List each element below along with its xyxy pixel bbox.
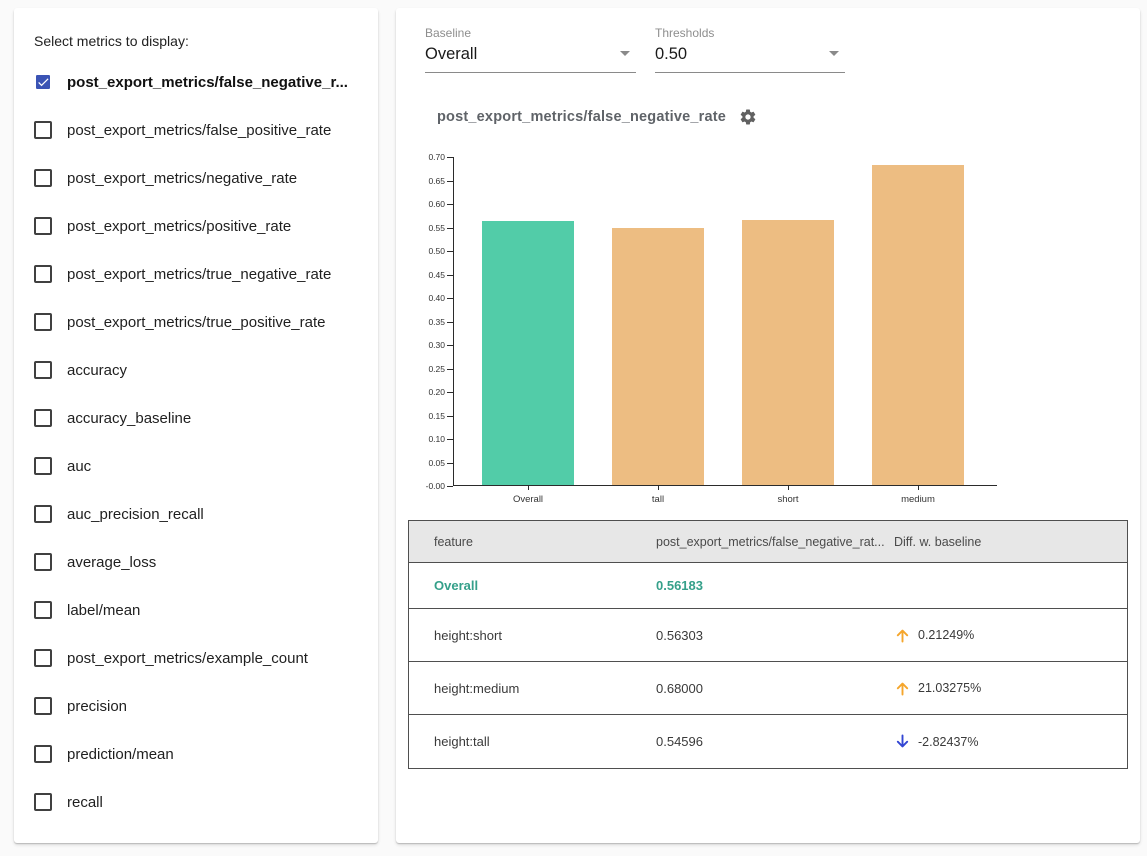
thresholds-select[interactable] xyxy=(655,26,845,73)
checkbox-unchecked-icon[interactable] xyxy=(34,313,52,331)
metric-checkbox-item[interactable] xyxy=(34,58,360,106)
metric-label: auc xyxy=(67,457,92,475)
x-axis-tick xyxy=(658,486,659,490)
y-axis-tick xyxy=(447,439,453,440)
checkbox-unchecked-icon[interactable] xyxy=(34,649,52,667)
sidebar-title: Select metrics to display: xyxy=(34,33,189,49)
metric-checkbox-item[interactable] xyxy=(34,250,360,298)
metric-label: post_export_metrics/false_positive_rate xyxy=(67,121,332,139)
metric-value-cell: 0.68000 xyxy=(656,680,703,696)
table-body xyxy=(409,563,1127,768)
y-axis-tick xyxy=(447,275,453,276)
metric-label: accuracy_baseline xyxy=(67,409,192,427)
thresholds-label: Thresholds xyxy=(655,26,715,40)
checkbox-unchecked-icon[interactable] xyxy=(34,169,52,187)
checkbox-unchecked-icon[interactable] xyxy=(34,505,52,523)
y-axis-tick xyxy=(447,298,453,299)
metric-checkbox-item[interactable] xyxy=(34,778,360,826)
metric-label: label/mean xyxy=(67,601,141,619)
checkbox-unchecked-icon[interactable] xyxy=(34,457,52,475)
y-axis-tick-label: 0.40 xyxy=(428,293,445,303)
metric-label: post_export_metrics/negative_rate xyxy=(67,169,298,187)
metric-label: precision xyxy=(67,697,128,715)
baseline-label: Baseline xyxy=(425,26,472,40)
metric-checkbox-item[interactable] xyxy=(34,442,360,490)
checkbox-unchecked-icon[interactable] xyxy=(34,265,52,283)
y-axis-tick-label: 0.35 xyxy=(428,316,445,327)
x-axis-tick xyxy=(918,486,919,490)
y-axis-tick xyxy=(447,463,453,464)
metric-checkbox-item[interactable] xyxy=(34,730,360,778)
x-axis-tick-label: Overall xyxy=(512,494,544,505)
y-axis-tick-label: -0.00 xyxy=(425,481,445,491)
metric-label: post_export_metrics/example_count xyxy=(67,649,308,667)
diff-cell xyxy=(894,733,1127,750)
y-axis-tick-label: 0.30 xyxy=(428,340,445,350)
y-axis-tick xyxy=(447,228,453,229)
checkbox-unchecked-icon[interactable] xyxy=(34,697,52,715)
checkbox-checked-icon[interactable] xyxy=(34,73,52,91)
y-axis-tick-label: 0.45 xyxy=(428,269,445,280)
metric-value-cell: 0.56303 xyxy=(656,627,703,643)
y-axis-tick xyxy=(447,157,453,158)
y-axis-tick-label: 0.60 xyxy=(428,199,445,209)
metric-checkbox-item[interactable] xyxy=(34,394,360,442)
thresholds-selected-option: 0.50 xyxy=(655,45,688,63)
metric-checkbox-item[interactable] xyxy=(34,538,360,586)
metric-value-cell: 0.54596 xyxy=(656,734,703,749)
bar-tall xyxy=(612,228,704,485)
column-header-metric: post_export_metrics/false_negative_rat... xyxy=(656,534,885,549)
metric-checkbox-item[interactable] xyxy=(34,154,360,202)
y-axis-tick-label: 0.10 xyxy=(428,434,445,444)
y-axis-tick xyxy=(447,486,453,487)
feature-cell: height:tall xyxy=(434,734,490,749)
bar-medium xyxy=(872,165,964,485)
table-row xyxy=(409,563,1127,609)
x-axis-tick-label: medium xyxy=(901,494,935,505)
y-axis-tick-label: 0.50 xyxy=(428,246,445,256)
metric-list xyxy=(34,58,360,826)
y-axis-tick-label: 0.20 xyxy=(428,387,445,397)
feature-cell: height:medium xyxy=(434,680,520,696)
x-axis-tick-label: tall xyxy=(651,494,665,505)
y-axis-tick xyxy=(447,322,453,323)
baseline-selected-option: Overall xyxy=(425,45,478,63)
checkbox-unchecked-icon[interactable] xyxy=(34,745,52,763)
diff-cell xyxy=(894,627,1127,644)
y-axis-tick-label: 0.25 xyxy=(428,363,445,374)
checkbox-unchecked-icon[interactable] xyxy=(34,217,52,235)
y-axis-tick xyxy=(447,251,453,252)
baseline-value[interactable] xyxy=(425,42,636,73)
y-axis-tick-label: 0.70 xyxy=(428,152,445,162)
metric-checkbox-item[interactable] xyxy=(34,106,360,154)
bar-overall xyxy=(482,221,574,485)
analysis-card xyxy=(396,8,1140,843)
y-axis-tick xyxy=(447,416,453,417)
metric-value-cell: 0.56183 xyxy=(656,578,703,593)
bar-short xyxy=(742,220,834,485)
chevron-down-icon xyxy=(829,51,839,56)
diff-cell xyxy=(894,680,1127,697)
feature-cell: height:short xyxy=(434,627,502,643)
checkbox-unchecked-icon[interactable] xyxy=(34,793,52,811)
metric-label: post_export_metrics/positive_rate xyxy=(67,217,292,235)
table-row xyxy=(409,662,1127,715)
chevron-down-icon xyxy=(620,51,630,56)
y-axis-tick-label: 0.05 xyxy=(428,457,445,468)
feature-cell: Overall xyxy=(434,578,479,593)
gear-icon[interactable] xyxy=(739,108,757,126)
chart-title: post_export_metrics/false_negative_rate xyxy=(437,109,727,125)
metric-checkbox-item[interactable] xyxy=(34,634,360,682)
diff-value: 21.03275% xyxy=(918,681,982,695)
metric-label: post_export_metrics/true_negative_rate xyxy=(67,265,332,283)
arrow-up-icon xyxy=(894,680,911,697)
metric-checkbox-item[interactable] xyxy=(34,298,360,346)
checkbox-unchecked-icon[interactable] xyxy=(34,601,52,619)
metric-label: average_loss xyxy=(67,553,157,571)
x-axis-tick xyxy=(788,486,789,490)
metric-label: accuracy xyxy=(67,361,128,379)
arrow-up-icon xyxy=(894,627,911,644)
metric-checkbox-item[interactable] xyxy=(34,346,360,394)
thresholds-value[interactable] xyxy=(655,42,845,73)
metric-label: post_export_metrics/true_positive_rate xyxy=(67,313,326,331)
metric-checkbox-item[interactable] xyxy=(34,586,360,634)
arrow-down-icon xyxy=(894,733,911,750)
metric-checkbox-item[interactable] xyxy=(34,202,360,250)
table-header-row xyxy=(409,521,1127,563)
checkbox-unchecked-icon[interactable] xyxy=(34,361,52,379)
metric-checkbox-item[interactable] xyxy=(34,490,360,538)
y-axis-tick xyxy=(447,369,453,370)
metric-label: post_export_metrics/false_negative_r... xyxy=(67,73,348,91)
checkbox-unchecked-icon[interactable] xyxy=(34,409,52,427)
table-row xyxy=(409,715,1127,768)
metrics-sidebar-card xyxy=(14,8,378,843)
column-header-feature: feature xyxy=(434,534,473,549)
metric-label: auc_precision_recall xyxy=(67,505,204,523)
checkbox-unchecked-icon[interactable] xyxy=(34,121,52,139)
diff-value: 0.21249% xyxy=(918,628,975,642)
y-axis-tick-label: 0.15 xyxy=(428,410,445,421)
metric-label: prediction/mean xyxy=(67,745,174,763)
y-axis-tick xyxy=(447,345,453,346)
y-axis-tick xyxy=(447,181,453,182)
table-row xyxy=(409,609,1127,662)
bar-chart xyxy=(425,152,997,505)
y-axis-tick xyxy=(447,392,453,393)
y-axis-tick-label: 0.65 xyxy=(428,175,445,186)
diff-value: -2.82437% xyxy=(918,734,979,749)
baseline-select[interactable] xyxy=(425,26,636,73)
y-axis-tick xyxy=(447,204,453,205)
x-axis-tick xyxy=(528,486,529,490)
metric-checkbox-item[interactable] xyxy=(34,682,360,730)
metrics-table xyxy=(408,520,1128,769)
metric-label: recall xyxy=(67,793,103,811)
checkbox-unchecked-icon[interactable] xyxy=(34,553,52,571)
x-axis-tick-label: short xyxy=(777,494,799,505)
column-header-diff: Diff. w. baseline xyxy=(894,534,982,549)
y-axis-tick-label: 0.55 xyxy=(428,222,445,233)
